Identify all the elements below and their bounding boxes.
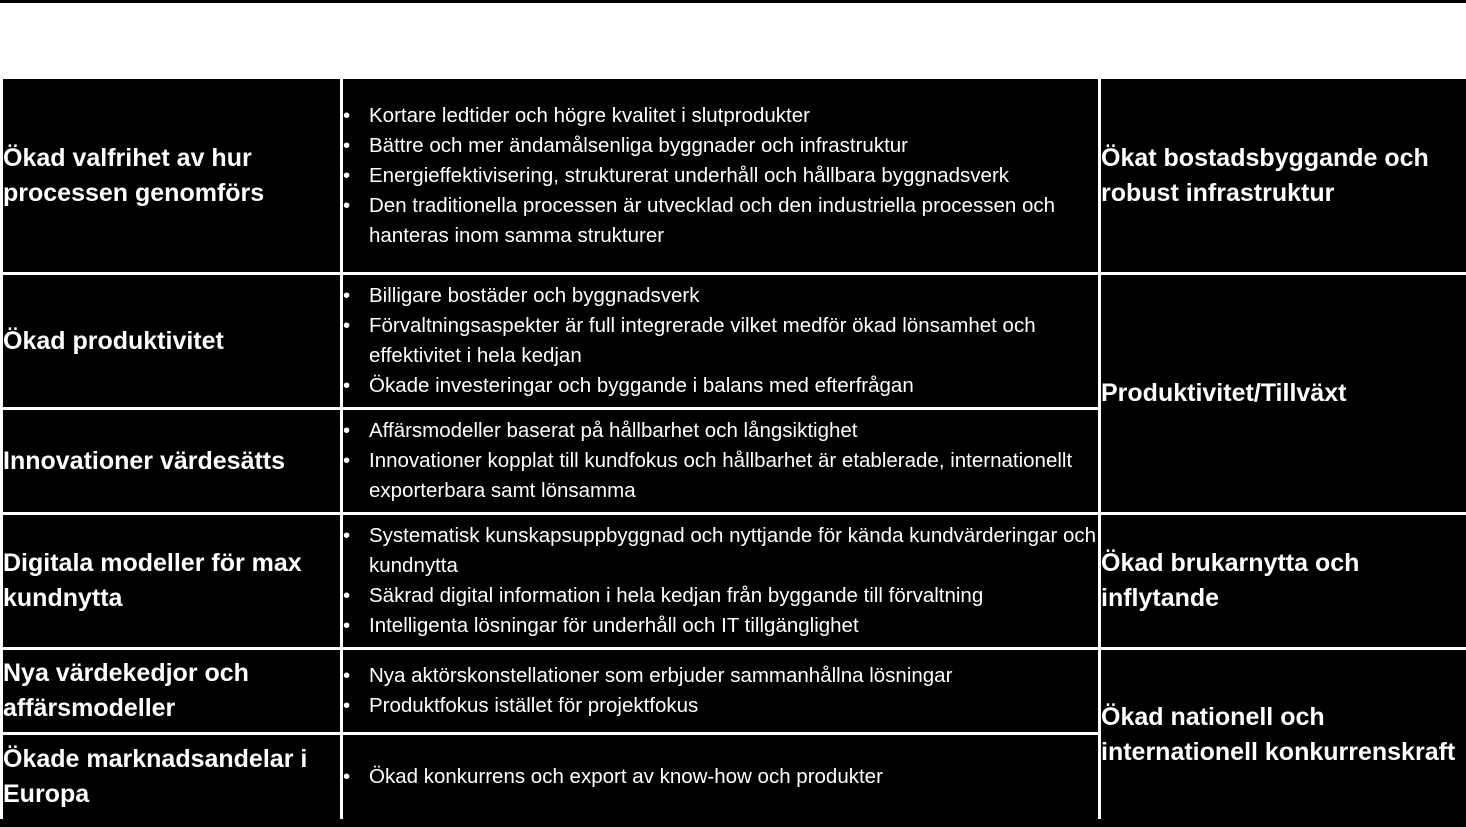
bullet-icon: • bbox=[343, 524, 351, 547]
bullet-icon: • bbox=[343, 193, 351, 217]
bullet-list bbox=[343, 762, 1098, 792]
list-item bbox=[343, 311, 1098, 371]
list-item bbox=[343, 131, 1098, 161]
bullets-cell bbox=[342, 274, 1100, 409]
list-item bbox=[343, 762, 1098, 792]
bullets-cell bbox=[342, 78, 1100, 274]
list-item-text: Bättre och mer ändamålsenliga byggnader och infrastruktur bbox=[369, 133, 908, 157]
goals-effects-table bbox=[0, 76, 1466, 822]
bullets-cell bbox=[342, 514, 1100, 649]
list-item-text: Billigare bostäder och byggnadsverk bbox=[369, 284, 700, 307]
list-item bbox=[343, 281, 1098, 311]
bullet-icon: • bbox=[343, 374, 351, 397]
list-item-text: Den traditionella processen är utvecklad och den industriella processen och hanteras inom samma strukturer bbox=[369, 193, 1056, 247]
list-item bbox=[343, 611, 1098, 641]
effect-cell: Ökad nationell och internationell konkurrenskraft bbox=[1100, 649, 1466, 821]
list-item-text: Systematisk kunskapsuppbyggnad och nyttjande för kända kundvärderingar och kundnytta bbox=[369, 524, 1097, 577]
bullet-list bbox=[343, 661, 1098, 721]
list-item-text: Energieffektivisering, strukturerat underhåll och hållbara byggnadsverk bbox=[369, 163, 1010, 187]
list-item-text: Säkrad digital information i hela kedjan från byggande till förvaltning bbox=[369, 584, 984, 607]
bottom-rule bbox=[0, 819, 1466, 827]
bullets-cell bbox=[342, 649, 1100, 734]
bullet-icon: • bbox=[343, 103, 351, 127]
effect-cell: Produktivitet/Tillväxt bbox=[1100, 274, 1466, 514]
table-row bbox=[2, 649, 1466, 734]
list-item bbox=[343, 161, 1098, 191]
bullet-icon: • bbox=[343, 314, 351, 337]
list-item-text: Nya aktörskonstellationer som erbjuder sammanhållna lösningar bbox=[369, 664, 953, 687]
goal-cell: Ökade marknadsandelar i Europa bbox=[2, 734, 342, 821]
goal-cell: Ökad produktivitet bbox=[2, 274, 342, 409]
list-item-text: Affärsmodeller baserat på hållbarhet och långsiktighet bbox=[369, 419, 858, 442]
table-row bbox=[2, 78, 1466, 274]
list-item bbox=[343, 101, 1098, 131]
effect-cell: Ökad brukarnytta och inflytande bbox=[1100, 514, 1466, 649]
list-item bbox=[343, 581, 1098, 611]
effect-cell: Ökat bostadsbyggande och robust infrastruktur bbox=[1100, 78, 1466, 274]
list-item bbox=[343, 371, 1098, 401]
bullet-list bbox=[343, 521, 1098, 641]
list-item bbox=[343, 191, 1098, 251]
list-item bbox=[343, 416, 1098, 446]
list-item-text: Innovationer kopplat till kundfokus och hållbarhet är etablerade, internationellt exporterbara samt lönsamma bbox=[369, 449, 1073, 502]
bullet-list bbox=[343, 416, 1098, 506]
goal-cell: Digitala modeller för max kundnytta bbox=[2, 514, 342, 649]
bullet-icon: • bbox=[343, 765, 351, 788]
list-item-text: Ökade investeringar och byggande i balans med efterfrågan bbox=[369, 374, 914, 397]
list-item-text: Intelligenta lösningar för underhåll och IT tillgänglighet bbox=[369, 614, 859, 637]
bullet-icon: • bbox=[343, 664, 351, 687]
bullet-icon: • bbox=[343, 694, 351, 717]
list-item-text: Kortare ledtider och högre kvalitet i slutprodukter bbox=[369, 103, 810, 127]
bullet-icon: • bbox=[343, 163, 351, 187]
top-rule bbox=[0, 0, 1466, 3]
list-item-text: Ökad konkurrens och export av know-how och produkter bbox=[369, 765, 883, 788]
list-item bbox=[343, 661, 1098, 691]
goal-cell: Innovationer värdesätts bbox=[2, 409, 342, 514]
bullets-cell bbox=[342, 409, 1100, 514]
goal-cell: Ökad valfrihet av hur processen genomförs bbox=[2, 78, 342, 274]
bullet-icon: • bbox=[343, 133, 351, 157]
bullet-icon: • bbox=[343, 614, 351, 637]
bullet-icon: • bbox=[343, 284, 351, 307]
bullet-list bbox=[343, 281, 1098, 401]
list-item-text: Förvaltningsaspekter är full integrerade vilket medför ökad lönsamhet och effektivitet i hela kedjan bbox=[369, 314, 1036, 367]
list-item bbox=[343, 521, 1098, 581]
bullet-icon: • bbox=[343, 419, 351, 442]
table-row bbox=[2, 274, 1466, 409]
bullet-list bbox=[343, 101, 1098, 251]
bullet-icon: • bbox=[343, 584, 351, 607]
list-item bbox=[343, 446, 1098, 506]
list-item bbox=[343, 691, 1098, 721]
bullet-icon: • bbox=[343, 449, 351, 472]
bullets-cell bbox=[342, 734, 1100, 821]
list-item-text: Produktfokus istället för projektfokus bbox=[369, 694, 699, 717]
goal-cell: Nya värdekedjor och affärsmodeller bbox=[2, 649, 342, 734]
table-row bbox=[2, 514, 1466, 649]
